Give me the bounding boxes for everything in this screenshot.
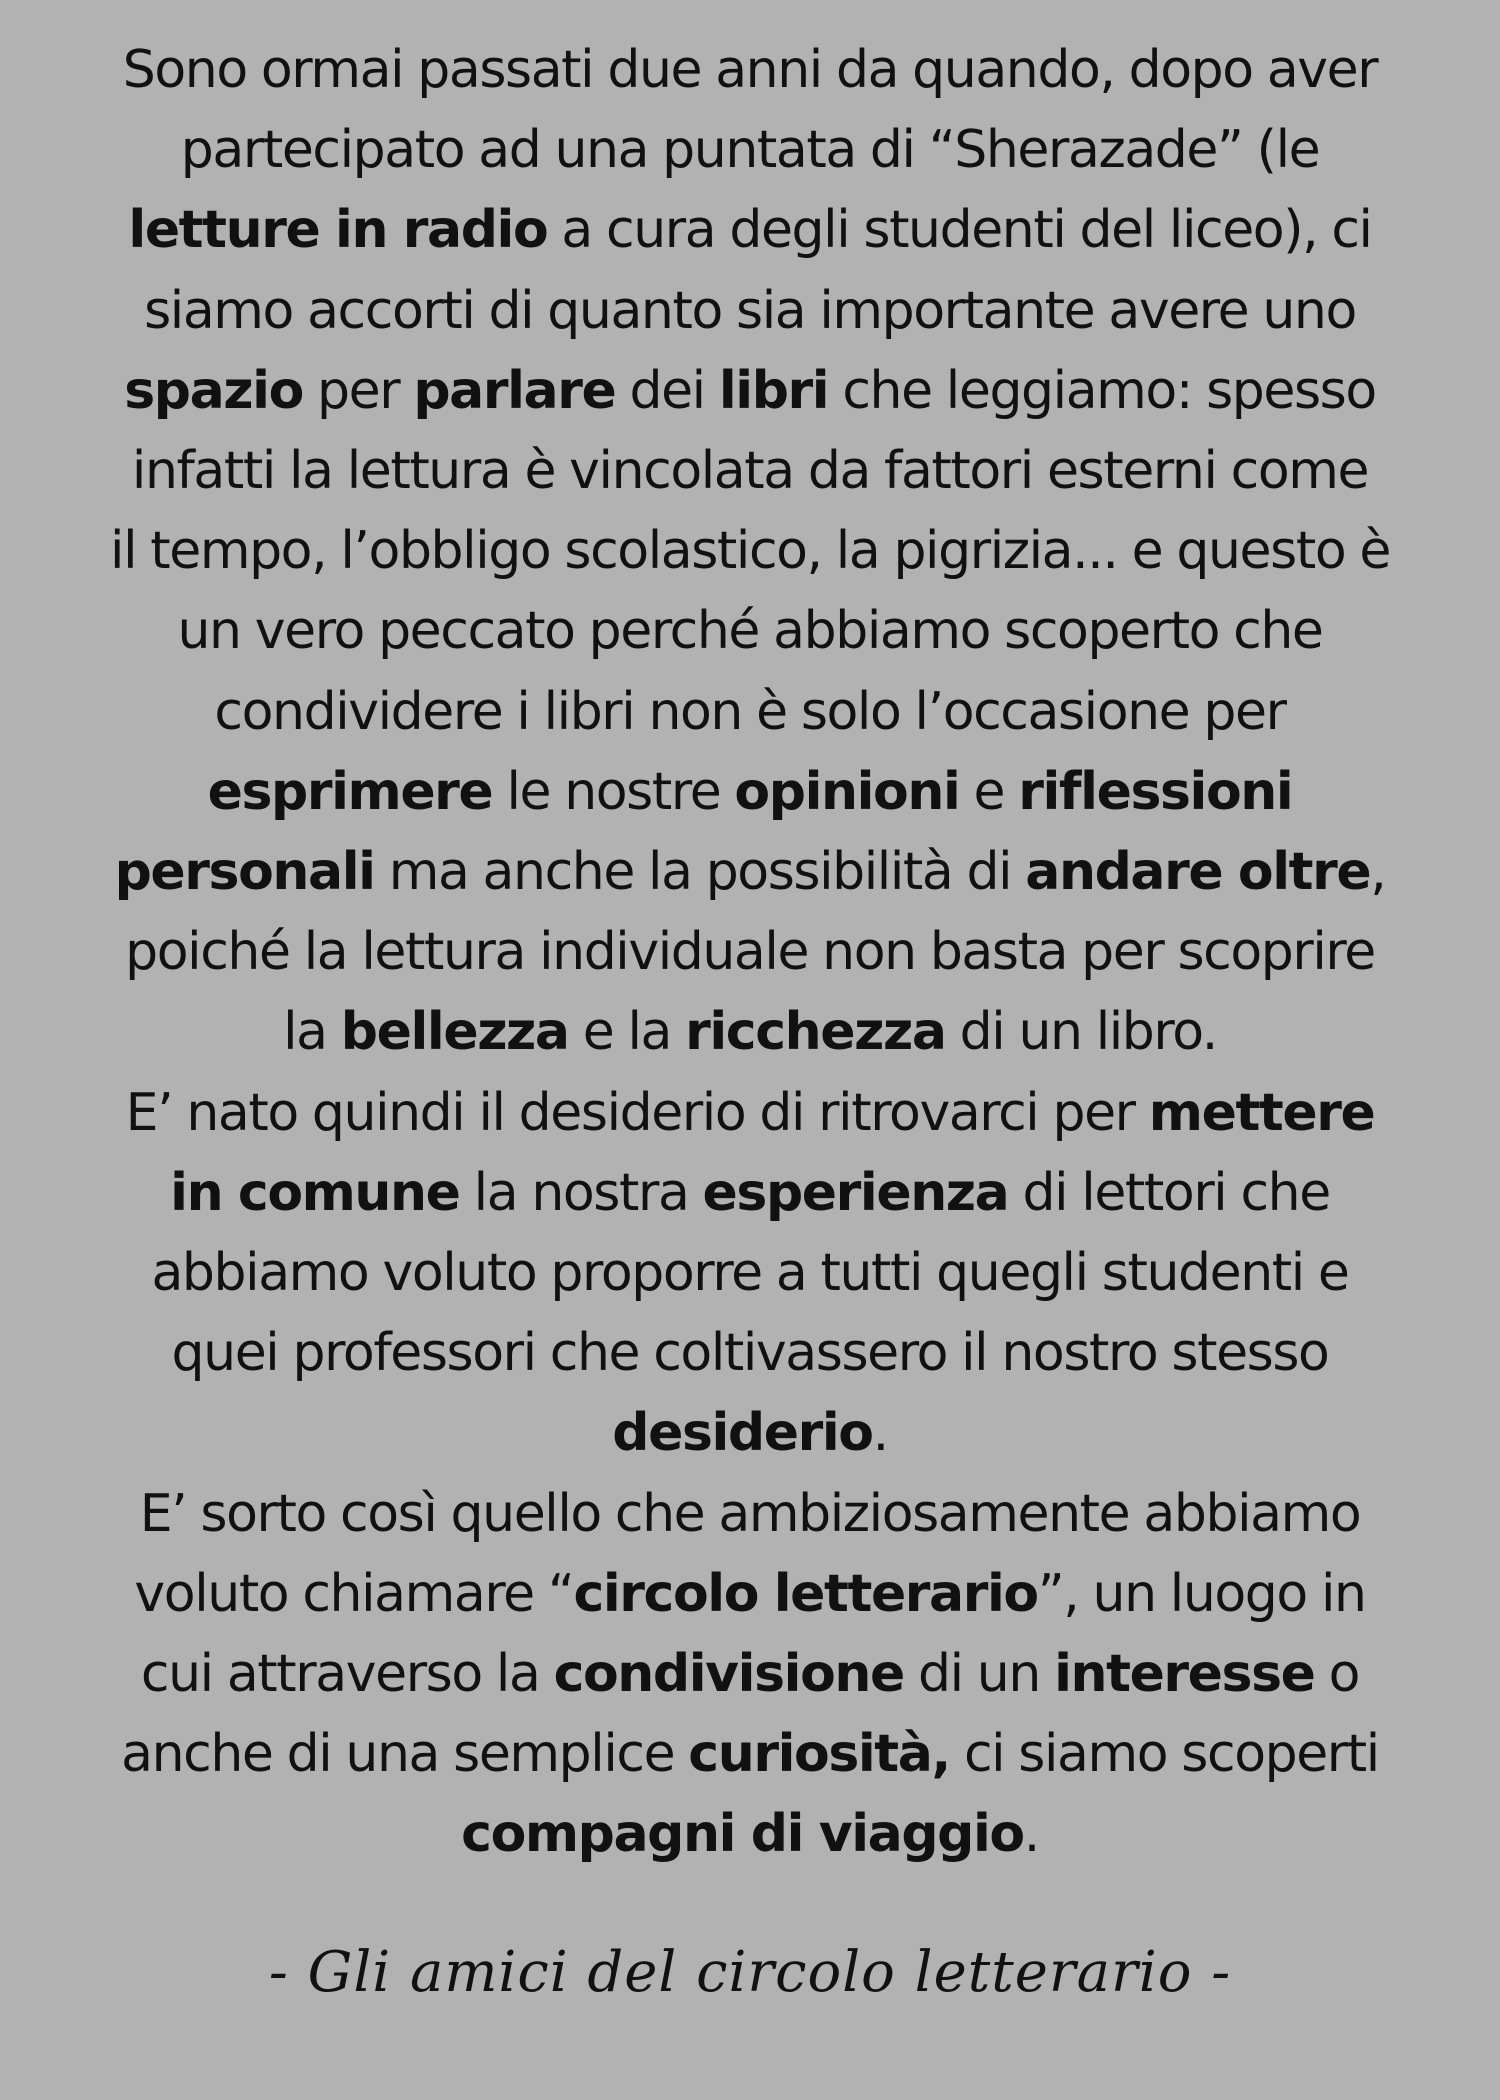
bold-text: spazio: [124, 360, 303, 421]
text-segment: un vero peccato perché abbiamo scoperto che: [177, 601, 1323, 662]
text-segment: siamo accorti di quanto sia importante avere uno: [144, 280, 1356, 341]
text-line: [20, 351, 1480, 431]
text-segment: per: [302, 360, 414, 421]
body-paragraph: [20, 30, 1480, 1875]
text-line: [20, 271, 1480, 351]
bold-text: curiosità,: [688, 1724, 950, 1785]
text-line: [20, 752, 1480, 832]
text-line: [20, 190, 1480, 270]
text-segment: infatti la lettura è vincolata da fattori esterni come: [131, 441, 1369, 502]
text-segment: ma anche la possibilità di: [374, 842, 1026, 903]
text-segment: cui attraverso la: [140, 1644, 554, 1705]
text-line: [20, 591, 1480, 671]
text-line: [20, 1714, 1480, 1794]
text-line: [20, 912, 1480, 992]
text-line: [20, 1393, 1480, 1473]
text-segment: di un libro.: [945, 1002, 1217, 1063]
bold-text: opinioni: [734, 761, 960, 822]
text-segment: poiché la lettura individuale non basta per scoprire: [125, 922, 1375, 983]
bold-text: condivisione: [553, 1644, 904, 1705]
text-segment: e: [959, 761, 1019, 822]
text-line: [20, 1554, 1480, 1634]
text-line: [20, 1634, 1480, 1714]
signature: - Gli amici del circolo letterario -: [268, 1940, 1232, 2005]
text-line: [20, 1073, 1480, 1153]
bold-text: riflessioni: [1018, 761, 1293, 822]
bold-text: desiderio: [612, 1403, 873, 1464]
text-line: [20, 992, 1480, 1072]
text-line: [20, 511, 1480, 591]
text-segment: o: [1314, 1644, 1360, 1705]
text-line: [20, 1153, 1480, 1233]
text-line: [20, 832, 1480, 912]
text-segment: voluto chiamare “: [134, 1563, 574, 1624]
text-segment: che leggiamo: spesso: [828, 360, 1376, 421]
text-line: [20, 1794, 1480, 1874]
bold-text: andare oltre: [1025, 842, 1371, 903]
text-segment: E’ sorto così quello che ambiziosamente abbiamo: [139, 1483, 1361, 1544]
text-segment: anche di una semplice: [121, 1724, 689, 1785]
text-line: [20, 110, 1480, 190]
bold-text: letture in radio: [128, 200, 548, 261]
bold-text: libri: [718, 360, 829, 421]
bold-text: personali: [114, 842, 375, 903]
text-segment: condividere i libri non è solo l’occasione per: [214, 681, 1286, 742]
text-segment: le nostre: [492, 761, 735, 822]
text-segment: .: [1023, 1804, 1039, 1865]
text-segment: a cura degli studenti del liceo), ci: [547, 200, 1372, 261]
bold-text: parlare: [413, 360, 616, 421]
text-segment: quei professori che coltivassero il nostro stesso: [171, 1323, 1329, 1384]
text-line: [20, 30, 1480, 110]
bold-text: mettere: [1148, 1082, 1375, 1143]
bold-text: esprimere: [207, 761, 493, 822]
bold-text: ricchezza: [685, 1002, 946, 1063]
text-segment: ,: [1370, 842, 1386, 903]
text-segment: dei: [615, 360, 719, 421]
bold-text: esperienza: [702, 1162, 1009, 1223]
text-line: [20, 1313, 1480, 1393]
bold-text: in comune: [170, 1162, 460, 1223]
text-line: [20, 1474, 1480, 1554]
text-line: [20, 672, 1480, 752]
text-segment: ci siamo scoperti: [949, 1724, 1379, 1785]
text-segment: partecipato ad una puntata di “Sherazade” (le: [180, 120, 1320, 181]
text-segment: di un: [903, 1644, 1055, 1705]
text-segment: di lettori che: [1008, 1162, 1330, 1223]
text-segment: ”, un luogo in: [1037, 1563, 1366, 1624]
text-segment: .: [872, 1403, 888, 1464]
text-segment: la nostra: [459, 1162, 703, 1223]
text-line: [20, 1233, 1480, 1313]
bold-text: circolo letterario: [573, 1563, 1038, 1624]
bold-text: bellezza: [340, 1002, 569, 1063]
text-segment: E’ nato quindi il desiderio di ritrovarci per: [125, 1082, 1149, 1143]
text-line: [20, 431, 1480, 511]
text-segment: abbiamo voluto proporre a tutti quegli studenti e: [151, 1243, 1349, 1304]
text-segment: Sono ormai passati due anni da quando, dopo aver: [122, 40, 1378, 100]
text-segment: e la: [568, 1002, 686, 1063]
text-segment: la: [283, 1002, 341, 1063]
text-segment: il tempo, l’obbligo scolastico, la pigrizia... e questo è: [110, 521, 1390, 582]
bold-text: interesse: [1054, 1644, 1315, 1705]
bold-text: compagni di viaggio: [461, 1804, 1024, 1865]
